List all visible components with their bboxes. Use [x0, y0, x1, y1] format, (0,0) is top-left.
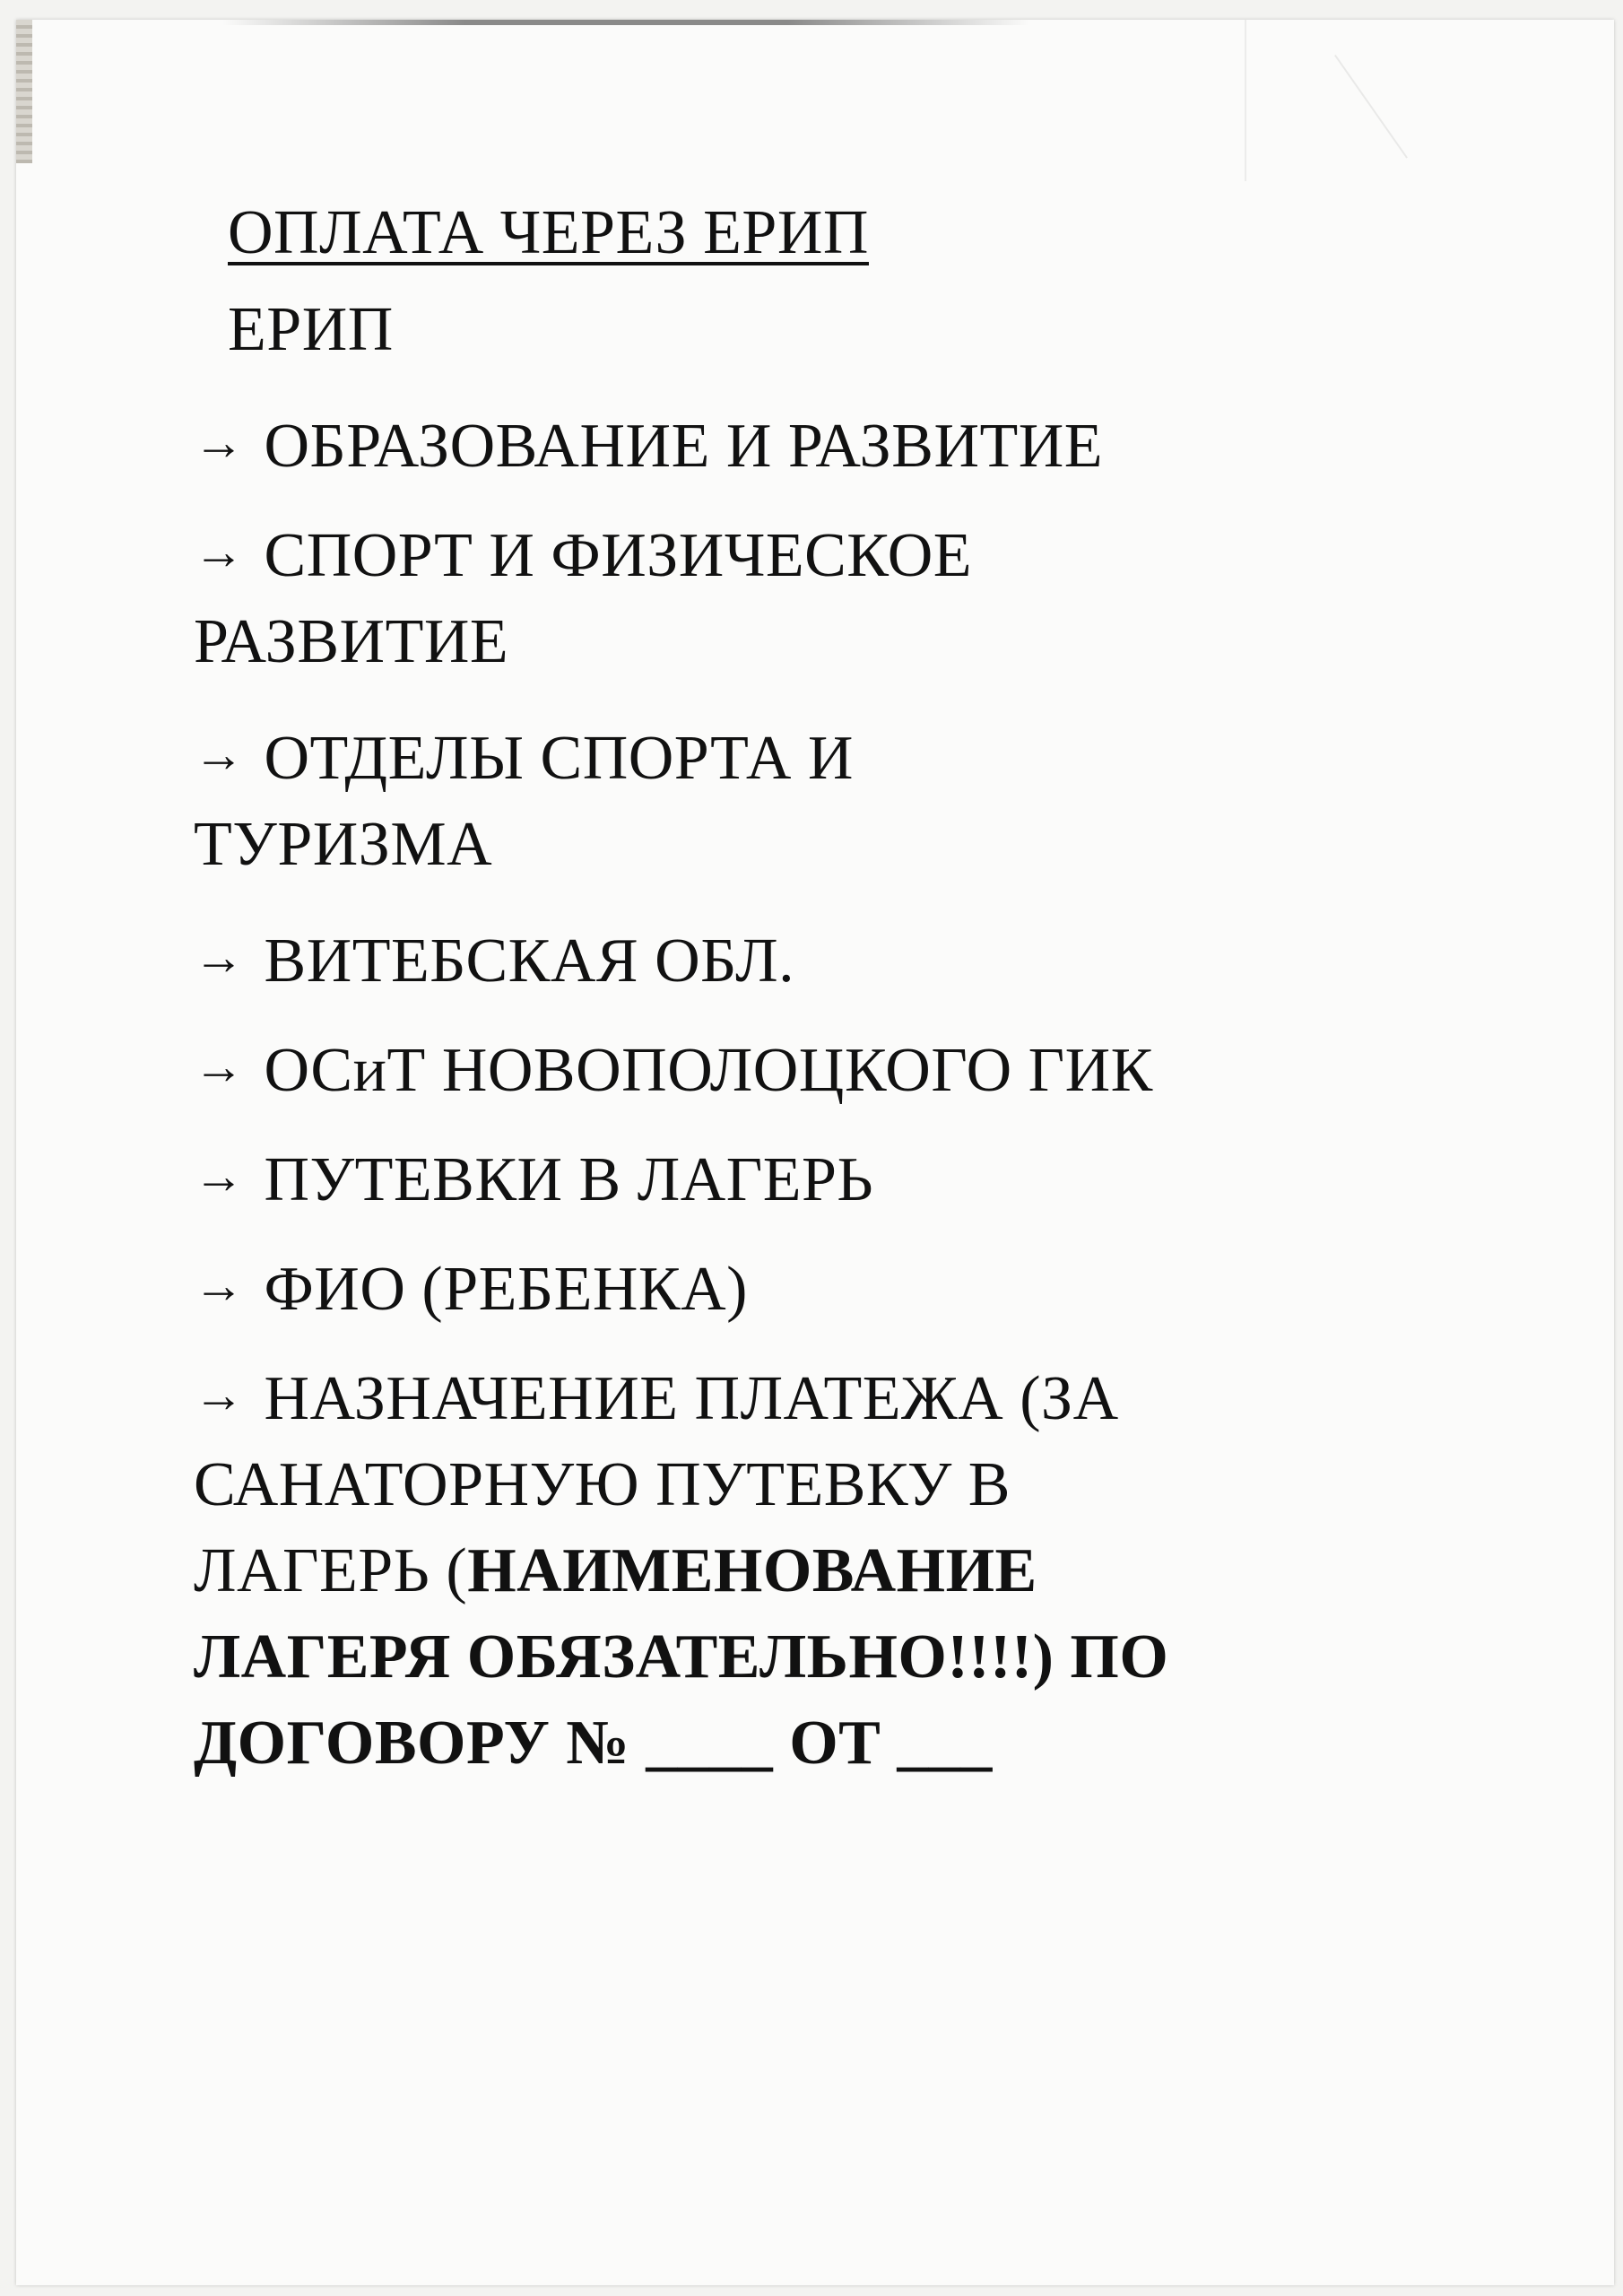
- page-title: ОПЛАТА ЧЕРЕЗ ЕРИП: [228, 198, 869, 267]
- paper-fold-diagonal: [1334, 55, 1408, 159]
- step-region: [194, 915, 1512, 1004]
- purpose-emphasis: ПО: [1054, 1622, 1169, 1692]
- step-label: ВИТЕБСКАЯ ОБЛ.: [264, 926, 795, 996]
- arrow-icon: →: [194, 415, 245, 471]
- erip-root: ЕРИП: [228, 295, 394, 364]
- step-label: ОТДЕЛЫ СПОРТА И: [264, 724, 854, 793]
- paper-fold-line: [1245, 20, 1246, 181]
- step-label-continued: ТУРИЗМА: [194, 810, 493, 879]
- step-label: ОСиТ НОВОПОЛОЦКОГО ГИК: [264, 1036, 1153, 1105]
- step-label: СПОРТ И ФИЗИЧЕСКОЕ: [264, 521, 973, 590]
- step-sport-departments: [194, 712, 1512, 888]
- arrow-icon: →: [194, 525, 245, 580]
- tape-strip: [16, 20, 32, 163]
- paper-sheet: [16, 20, 1614, 2285]
- sheet-top-edge: [222, 20, 1029, 25]
- step-label: ОБРАЗОВАНИЕ И РАЗВИТИЕ: [264, 412, 1104, 481]
- step-label: ФИО (РЕБЕНКА): [264, 1255, 748, 1324]
- arrow-icon: →: [194, 930, 245, 986]
- step-child-name: [194, 1243, 1512, 1333]
- step-label: ПУТЕВКИ В ЛАГЕРЬ: [264, 1145, 874, 1214]
- purpose-line: ЛАГЕРЬ (: [194, 1536, 468, 1605]
- step-education: [194, 400, 1512, 490]
- payment-instructions: [194, 190, 1512, 1806]
- arrow-icon: →: [194, 1368, 245, 1423]
- step-camp-vouchers: [194, 1134, 1512, 1223]
- step-sport: [194, 509, 1512, 685]
- purpose-emphasis: НАИМЕНОВАНИЕ: [467, 1536, 1037, 1605]
- step-organization: [194, 1024, 1512, 1114]
- arrow-icon: →: [194, 1149, 245, 1205]
- step-payment-purpose: [194, 1352, 1512, 1787]
- arrow-icon: →: [194, 1039, 245, 1095]
- step-label-continued: РАЗВИТИЕ: [194, 607, 509, 676]
- contract-reference: ДОГОВОРУ № ____ ОТ ___: [194, 1709, 993, 1778]
- purpose-line: САНАТОРНУЮ ПУТЕВКУ В: [194, 1450, 1011, 1519]
- arrow-icon: →: [194, 1258, 245, 1314]
- arrow-icon: →: [194, 727, 245, 783]
- purpose-emphasis: ЛАГЕРЯ ОБЯЗАТЕЛЬНО!!!!): [194, 1622, 1055, 1692]
- purpose-line: НАЗНАЧЕНИЕ ПЛАТЕЖА (ЗА: [264, 1364, 1119, 1433]
